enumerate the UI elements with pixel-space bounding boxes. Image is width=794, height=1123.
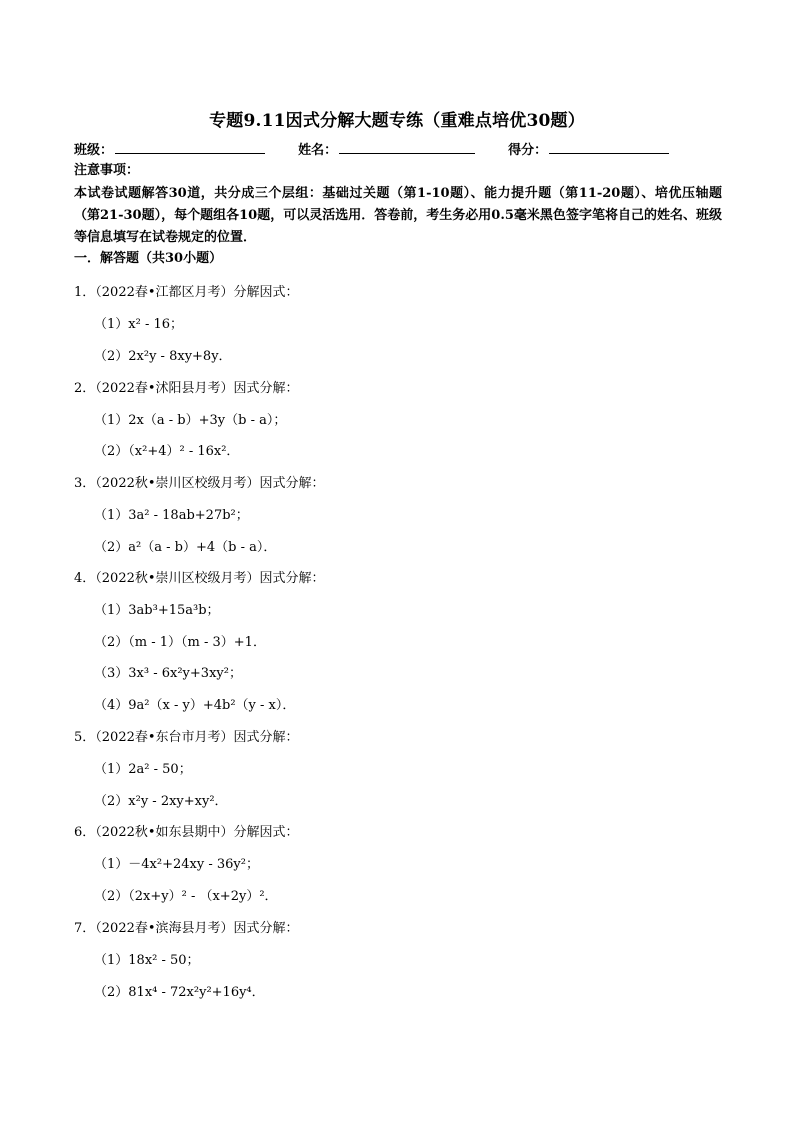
name-blank[interactable]	[339, 140, 475, 154]
question-part: （2）（x²+4）² - 16x²．	[94, 444, 240, 459]
notice-heading: 注意事项：	[74, 163, 140, 178]
question-part: （1）3ab³+15a³b；	[94, 603, 220, 618]
question-part: （2）81x⁴ - 72x²y²+16y⁴．	[94, 985, 265, 1000]
question-stem: 3．（2022秋•崇川区校级月考）因式分解：	[74, 476, 325, 491]
question-stem: 4．（2022秋•崇川区校级月考）因式分解：	[74, 571, 325, 586]
question-part: （2）2x²y - 8xy+8y．	[94, 349, 232, 364]
question-part: （3）3x³ - 6x²y+3xy²；	[94, 666, 242, 681]
question-part: （1）18x² - 50；	[94, 953, 200, 968]
question-stem: 5．（2022春•东台市月考）因式分解：	[74, 730, 299, 745]
page-title: 专题9.11因式分解大题专练（重难点培优30题）	[209, 111, 585, 131]
question-stem: 2．（2022春•沭阳县月考）因式分解：	[74, 381, 299, 396]
question-part: （1）3a² - 18ab+27b²；	[94, 508, 249, 523]
question-part: （1）－4x²+24xy - 36y²；	[94, 857, 259, 872]
question-part: （4）9a²（x - y）+4b²（y - x）．	[94, 698, 296, 713]
class-label: 班级：	[74, 143, 114, 158]
question-part: （1）2x（a - b）+3y（b - a）；	[94, 413, 287, 428]
question-part: （1）x² - 16；	[94, 317, 184, 332]
student-info-line	[74, 140, 669, 159]
section-heading: 一．解答题（共30小题）	[74, 251, 223, 266]
question-part: （2）x²y - 2xy+xy²．	[94, 794, 228, 809]
question-stem: 6．（2022秋•如东县期中）分解因式：	[74, 825, 299, 840]
score-blank[interactable]	[549, 140, 669, 154]
score-label: 得分：	[508, 143, 548, 158]
question-stem: 1．（2022春•江都区月考）分解因式：	[74, 285, 299, 300]
question-part: （2）a²（a - b）+4（b - a）．	[94, 540, 277, 555]
notice-body: 本试卷试题解答30道，共分成三个层组：基础过关题（第1-10题）、能力提升题（第11-20题）、培优压轴题（第21-30题），每个题组各10题，可以灵活选用．答卷前，考生务必用0.5毫米黑色签字笔将自己的姓名、班级等信息填写在试卷规定的位置．	[74, 186, 722, 245]
class-blank[interactable]	[115, 140, 265, 154]
question-part: （2）（m - 1）（m - 3）+1．	[94, 635, 266, 650]
question-part: （2）（2x+y）² - （x+2y）²．	[94, 889, 278, 904]
question-stem: 7．（2022春•滨海县月考）因式分解：	[74, 921, 299, 936]
name-label: 姓名：	[298, 143, 338, 158]
question-part: （1）2a² - 50；	[94, 762, 192, 777]
